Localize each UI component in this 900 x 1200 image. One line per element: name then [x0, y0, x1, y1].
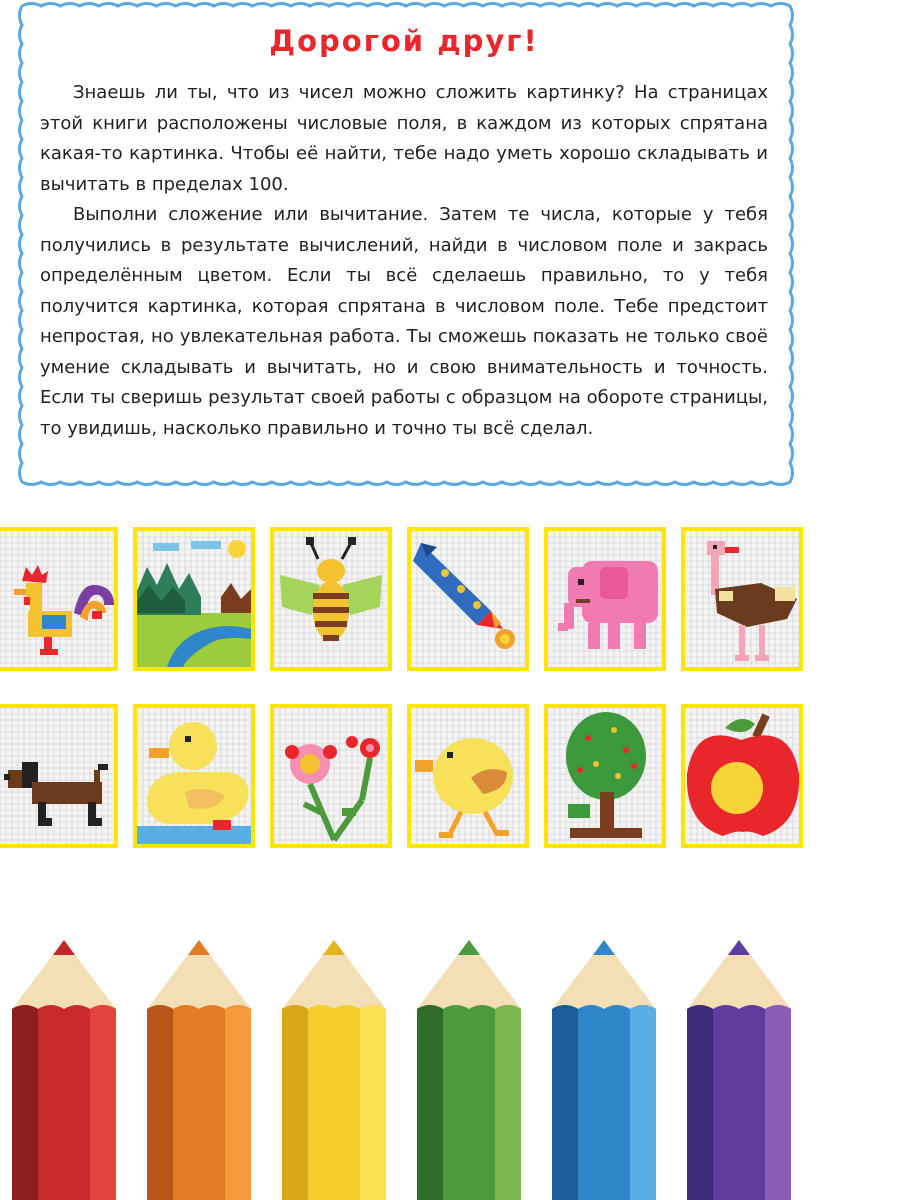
page-title: Дорогой друг!: [269, 24, 539, 58]
tree-icon: [548, 708, 662, 844]
picture-apple: [681, 704, 803, 848]
picture-tree: [544, 704, 666, 848]
pencil-yellow: [278, 925, 390, 1200]
chick-icon: [411, 708, 525, 844]
duck-icon: [137, 708, 251, 844]
flowers-icon: [274, 708, 388, 844]
picture-elephant: [544, 527, 666, 671]
elephant-icon: [548, 531, 662, 667]
intro-paragraph-2: Выполни сложение или вычитание. Затем те числа, которые у тебя получились в результате вычислений, найди в числовом поле и закрась определённым цветом. Если ты всё сделаешь правильно, то у тебя получится картинка, которая спрятана в числовом поле. Тебе предстоит непростая, но увлекательная работа. Ты сможешь показать не только своё умение складывать и вычитать, но и свою внимательность и точность. Если ты сверишь результат своей работы с образцом на обороте страницы, то увидишь, насколько правильно и точно ты всё сделал.: [40, 204, 768, 439]
pencil-red: [8, 925, 120, 1200]
pixel-grid: [0, 531, 114, 667]
picture-ostrich: [681, 527, 803, 671]
picture-chick: [407, 704, 529, 848]
pencil-purple: [683, 925, 795, 1200]
intro-paragraph-1: Знаешь ли ты, что из чисел можно сложить картинку? На страницах этой книги расположены числовые поля, в каждом из которых спрятана какая-то картинка. Чтобы её найти, тебе надо уметь хорошо складывать и вычитать в пределах 100.: [40, 82, 768, 195]
picture-rocket: [407, 527, 529, 671]
picture-flowers: [270, 704, 392, 848]
bee-icon: [274, 531, 388, 667]
pencil-orange: [143, 925, 255, 1200]
intro-text: [40, 78, 768, 444]
picture-dachshund: [0, 704, 118, 848]
pixel-grid: [274, 708, 388, 844]
picture-landscape: [133, 527, 255, 671]
picture-bee: [270, 527, 392, 671]
ostrich-icon: [685, 531, 799, 667]
intro-box: [40, 18, 768, 444]
rooster-icon: [0, 531, 114, 667]
pencil-green: [413, 925, 525, 1200]
apple-icon: [685, 708, 799, 844]
picture-rooster: [0, 527, 118, 671]
rocket-icon: [411, 531, 525, 667]
landscape-icon: [137, 531, 251, 667]
picture-duck: [133, 704, 255, 848]
dachshund-icon: [0, 708, 114, 844]
pencil-blue: [548, 925, 660, 1200]
